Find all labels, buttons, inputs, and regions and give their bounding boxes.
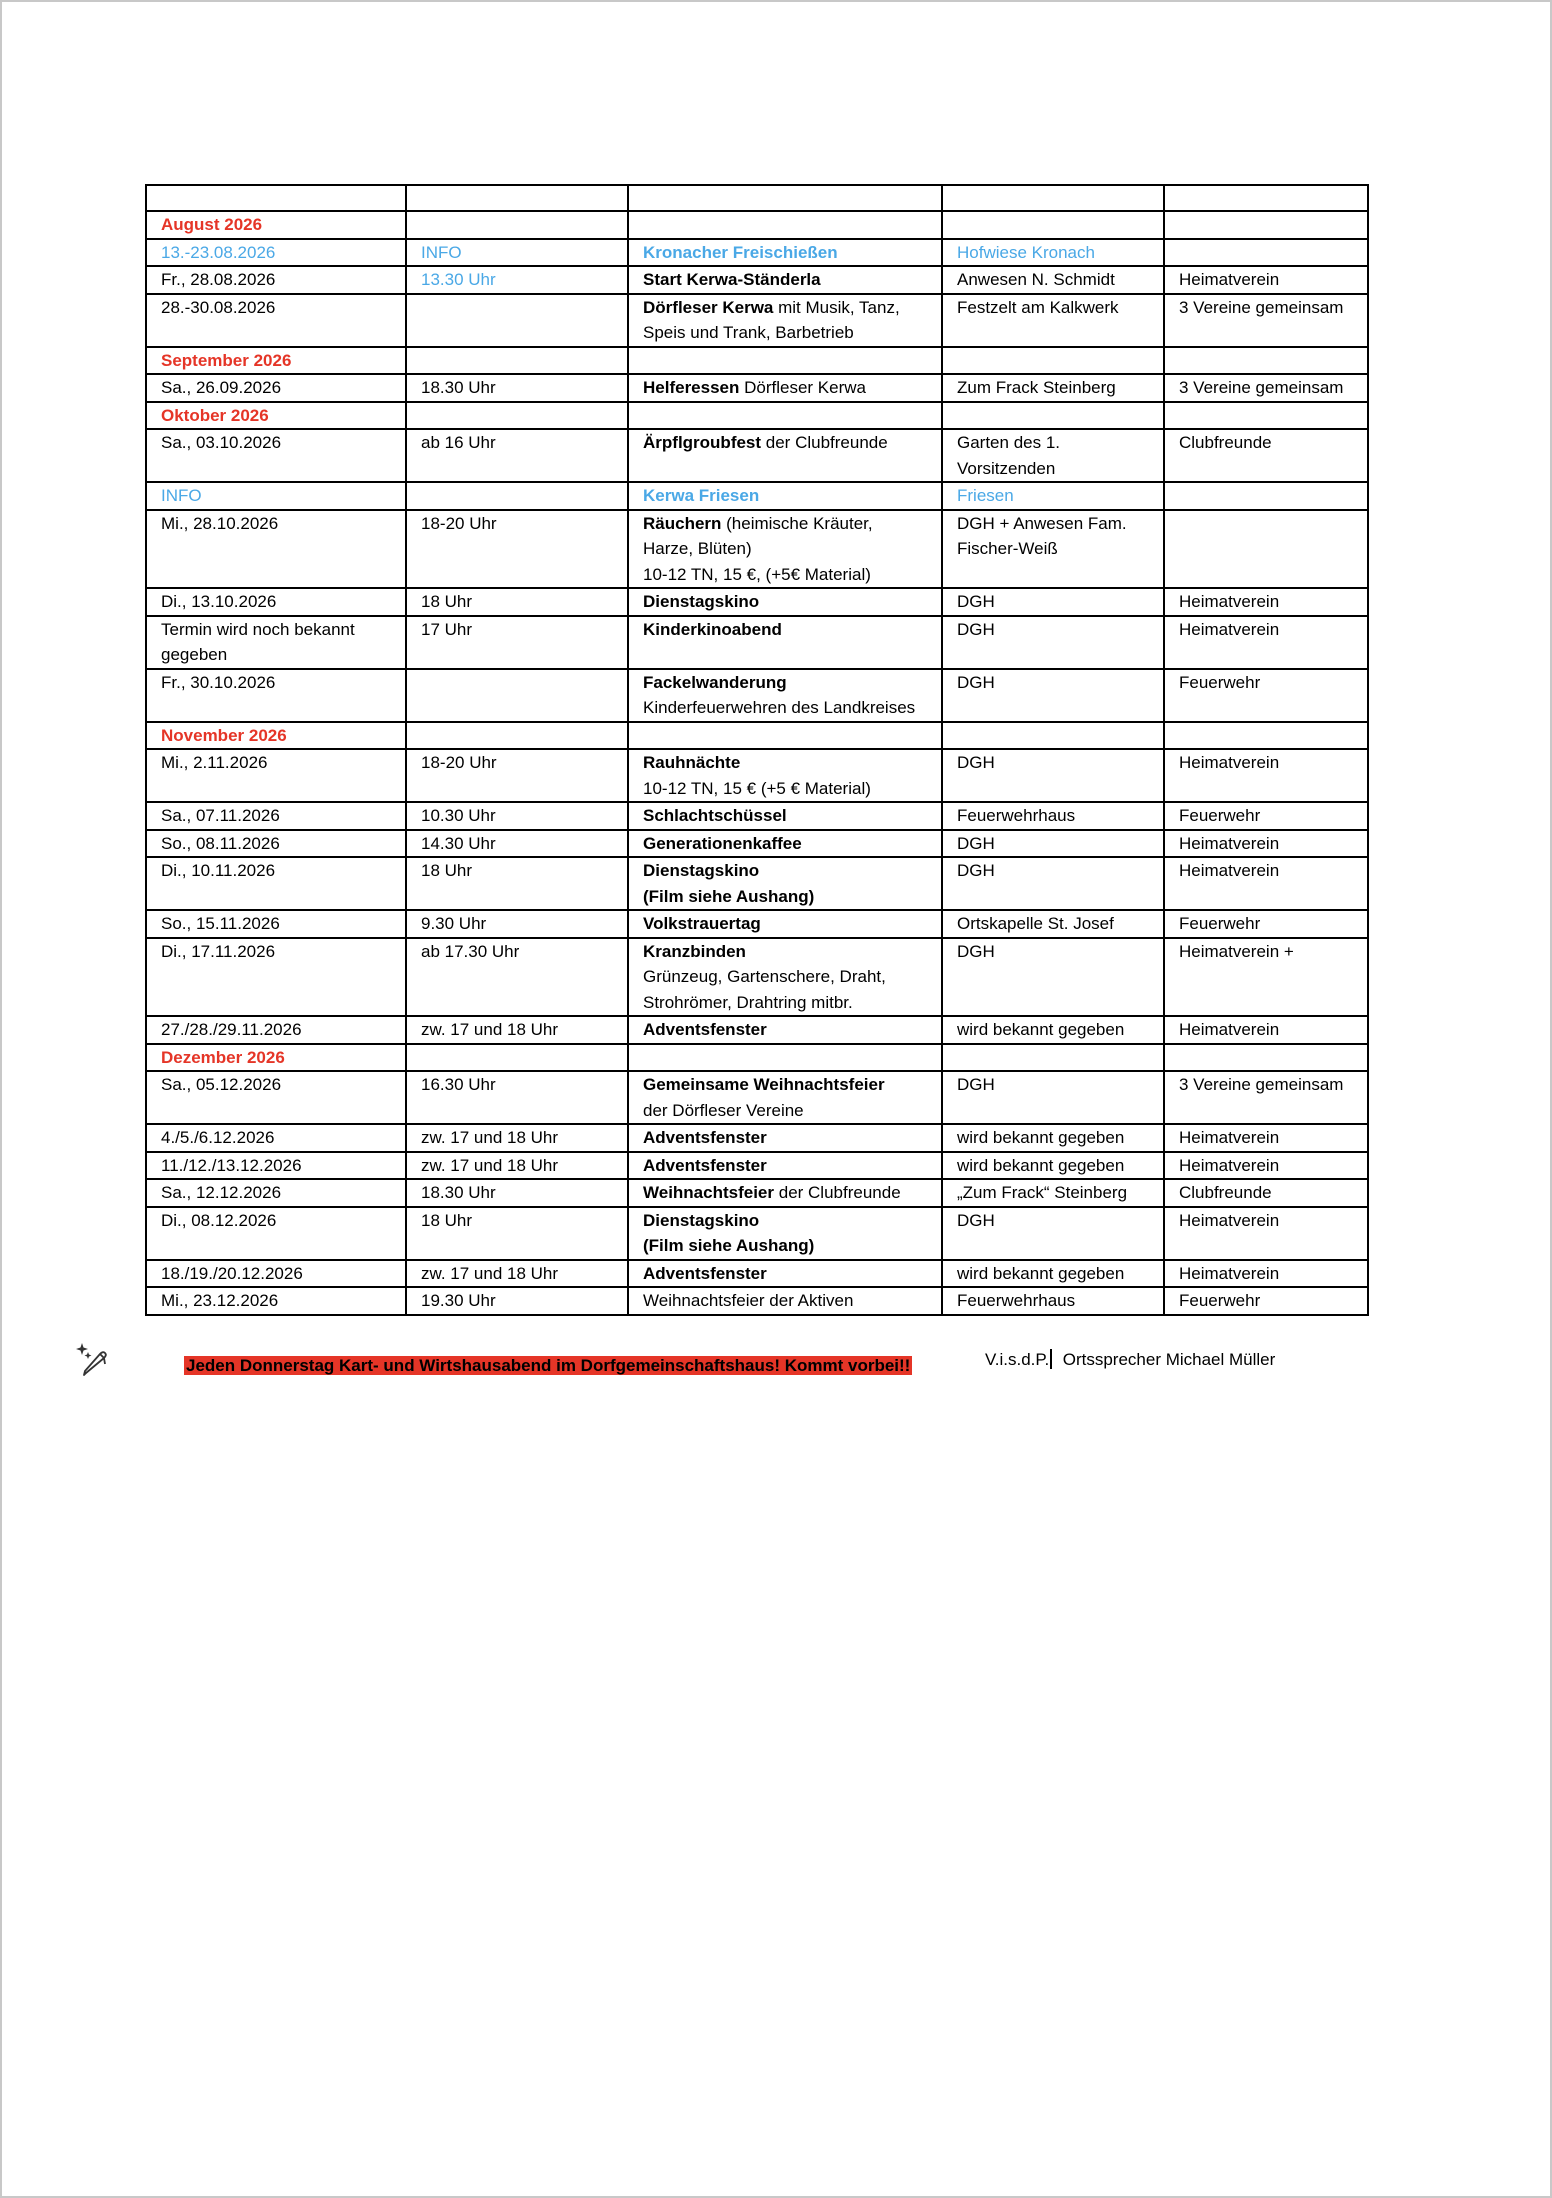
event-row bbox=[146, 669, 1368, 722]
event-row bbox=[146, 588, 1368, 616]
event-cell bbox=[628, 857, 942, 910]
time-cell: 18.30 Uhr bbox=[406, 374, 628, 402]
time-cell: zw. 17 und 18 Uhr bbox=[406, 1260, 628, 1288]
header-cell bbox=[942, 185, 1164, 211]
date-cell: Di., 10.11.2026 bbox=[146, 857, 406, 910]
event-title: Räuchern bbox=[643, 513, 722, 533]
organizer-cell: Clubfreunde bbox=[1164, 429, 1368, 482]
event-cell bbox=[628, 669, 942, 722]
event-row bbox=[146, 1179, 1368, 1207]
organizer-cell: Heimatverein bbox=[1164, 266, 1368, 294]
event-row bbox=[146, 802, 1368, 830]
time-cell: 10.30 Uhr bbox=[406, 802, 628, 830]
event-title: Rauhnächte bbox=[643, 753, 741, 772]
empty-cell bbox=[628, 347, 942, 375]
event-title: Fackelwanderung bbox=[643, 672, 787, 692]
organizer-cell: Heimatverein bbox=[1164, 749, 1368, 802]
event-row bbox=[146, 374, 1368, 402]
month-header-row bbox=[146, 1044, 1368, 1072]
event-row bbox=[146, 266, 1368, 294]
event-cell bbox=[628, 294, 942, 347]
empty-cell bbox=[942, 211, 1164, 239]
info-row bbox=[146, 482, 1368, 510]
event-row bbox=[146, 1071, 1368, 1124]
time-cell: ab 16 Uhr bbox=[406, 429, 628, 482]
event-details: 10-12 TN, 15 €, (+5€ Material) bbox=[643, 564, 871, 584]
event-details: 10-12 TN, 15 € (+5 € Material) bbox=[643, 778, 871, 798]
empty-cell bbox=[942, 722, 1164, 750]
time-cell: 18-20 Uhr bbox=[406, 749, 628, 802]
event-title: Kerwa Friesen bbox=[643, 486, 760, 505]
location-cell: Festzelt am Kalkwerk bbox=[942, 294, 1164, 347]
date-cell: INFO bbox=[146, 482, 406, 510]
event-subtitle: (Film siehe Aushang) bbox=[643, 1236, 815, 1255]
event-row bbox=[146, 830, 1368, 858]
event-details: Kinderfeuerwehren des Landkreises bbox=[643, 698, 916, 717]
header-cell bbox=[628, 185, 942, 211]
month-label-cell: September 2026 bbox=[146, 347, 406, 375]
location-cell: wird bekannt gegeben bbox=[942, 1016, 1164, 1044]
date-cell: So., 08.11.2026 bbox=[146, 830, 406, 858]
location-cell: Garten des 1. Vorsitzenden bbox=[942, 429, 1164, 482]
date-cell: Fr., 30.10.2026 bbox=[146, 669, 406, 722]
location-cell: DGH bbox=[942, 938, 1164, 1017]
event-row bbox=[146, 510, 1368, 589]
date-cell: 18./19./20.12.2026 bbox=[146, 1260, 406, 1288]
event-cell bbox=[628, 802, 942, 830]
date-cell: Di., 13.10.2026 bbox=[146, 588, 406, 616]
date-cell: 28.-30.08.2026 bbox=[146, 294, 406, 347]
header-cell bbox=[406, 185, 628, 211]
event-title: Adventsfenster bbox=[643, 1020, 767, 1039]
time-cell bbox=[406, 294, 628, 347]
location-cell: DGH bbox=[942, 1071, 1164, 1124]
organizer-cell: Feuerwehr bbox=[1164, 910, 1368, 938]
event-details: Grünzeug, Gartenschere, Draht, Strohrömer, Drahtring mitbr. bbox=[643, 967, 886, 1012]
weekly-event-banner: Jeden Donnerstag Kart- und Wirtshausabend im Dorfgemeinschaftshaus! Kommt vorbei!! bbox=[186, 1356, 911, 1375]
location-cell: wird bekannt gegeben bbox=[942, 1152, 1164, 1180]
time-cell: 13.30 Uhr bbox=[406, 266, 628, 294]
empty-cell bbox=[406, 402, 628, 430]
event-title: Schlachtschüssel bbox=[643, 806, 787, 825]
event-title: Adventsfenster bbox=[643, 1263, 767, 1283]
empty-cell bbox=[406, 347, 628, 375]
event-description: der Clubfreunde bbox=[761, 433, 888, 452]
event-cell bbox=[628, 616, 942, 669]
event-row bbox=[146, 429, 1368, 482]
organizer-cell: Heimatverein bbox=[1164, 588, 1368, 616]
date-cell: 13.-23.08.2026 bbox=[146, 239, 406, 267]
location-cell: Hofwiese Kronach bbox=[942, 239, 1164, 267]
location-cell: DGH bbox=[942, 830, 1164, 858]
event-cell bbox=[628, 239, 942, 267]
event-cell bbox=[628, 749, 942, 802]
month-label-cell: August 2026 bbox=[146, 211, 406, 239]
organizer-cell: Heimatverein bbox=[1164, 1260, 1368, 1288]
time-cell: 17 Uhr bbox=[406, 616, 628, 669]
event-description: mit Musik, Tanz, Speis und Trank, Barbetrieb bbox=[643, 297, 900, 342]
time-cell: 19.30 Uhr bbox=[406, 1287, 628, 1315]
location-cell: DGH bbox=[942, 749, 1164, 802]
time-cell: INFO bbox=[406, 239, 628, 267]
event-cell bbox=[628, 1179, 942, 1207]
header-cell bbox=[1164, 185, 1368, 211]
empty-cell bbox=[628, 211, 942, 239]
event-row bbox=[146, 1152, 1368, 1180]
responsible-signature bbox=[985, 1349, 1275, 1371]
time-cell: 18-20 Uhr bbox=[406, 510, 628, 589]
organizer-cell: Heimatverein bbox=[1164, 1207, 1368, 1260]
event-cell bbox=[628, 429, 942, 482]
empty-cell bbox=[628, 722, 942, 750]
location-cell: wird bekannt gegeben bbox=[942, 1124, 1164, 1152]
time-cell: 14.30 Uhr bbox=[406, 830, 628, 858]
month-header-row bbox=[146, 402, 1368, 430]
time-cell: 16.30 Uhr bbox=[406, 1071, 628, 1124]
event-cell bbox=[628, 588, 942, 616]
info-row bbox=[146, 239, 1368, 267]
month-label-cell: Dezember 2026 bbox=[146, 1044, 406, 1072]
event-description: der Clubfreunde bbox=[774, 1183, 901, 1202]
location-cell: DGH bbox=[942, 588, 1164, 616]
event-row bbox=[146, 616, 1368, 669]
empty-cell bbox=[406, 211, 628, 239]
event-title: Gemeinsame Weihnachtsfeier bbox=[643, 1075, 885, 1094]
location-cell: Anwesen N. Schmidt bbox=[942, 266, 1164, 294]
event-row bbox=[146, 938, 1368, 1017]
event-cell bbox=[628, 910, 942, 938]
location-cell: Zum Frack Steinberg bbox=[942, 374, 1164, 402]
event-subtitle: (Film siehe Aushang) bbox=[643, 886, 815, 906]
location-cell: DGH + Anwesen Fam. Fischer-Weiß bbox=[942, 510, 1164, 589]
organizer-cell: Feuerwehr bbox=[1164, 1287, 1368, 1315]
event-cell bbox=[628, 830, 942, 858]
visdp-label: V.i.s.d.P. bbox=[985, 1350, 1050, 1369]
month-header-row bbox=[146, 211, 1368, 239]
location-cell: Feuerwehrhaus bbox=[942, 1287, 1164, 1315]
empty-cell bbox=[628, 1044, 942, 1072]
event-row bbox=[146, 1287, 1368, 1315]
event-details: der Dörfleser Vereine bbox=[643, 1100, 804, 1120]
location-cell: DGH bbox=[942, 1207, 1164, 1260]
location-cell: Feuerwehrhaus bbox=[942, 802, 1164, 830]
event-cell bbox=[628, 374, 942, 402]
event-cell bbox=[628, 938, 942, 1017]
time-cell: 18 Uhr bbox=[406, 857, 628, 910]
time-cell bbox=[406, 669, 628, 722]
date-cell: Sa., 05.12.2026 bbox=[146, 1071, 406, 1124]
organizer-cell: Heimatverein + bbox=[1164, 938, 1368, 1017]
organizer-cell: Feuerwehr bbox=[1164, 802, 1368, 830]
event-title: Start Kerwa-Ständerla bbox=[643, 270, 821, 289]
date-cell: Sa., 07.11.2026 bbox=[146, 802, 406, 830]
location-cell: Friesen bbox=[942, 482, 1164, 510]
location-cell: wird bekannt gegeben bbox=[942, 1260, 1164, 1288]
event-row bbox=[146, 1260, 1368, 1288]
date-cell: Sa., 12.12.2026 bbox=[146, 1179, 406, 1207]
event-title: Dienstagskino bbox=[643, 861, 760, 880]
event-row bbox=[146, 1207, 1368, 1260]
date-cell: Di., 08.12.2026 bbox=[146, 1207, 406, 1260]
date-cell: Di., 17.11.2026 bbox=[146, 938, 406, 1017]
organizer-cell: Heimatverein bbox=[1164, 830, 1368, 858]
event-description: Weihnachtsfeier der Aktiven bbox=[643, 1291, 854, 1310]
date-cell: Mi., 28.10.2026 bbox=[146, 510, 406, 589]
event-title: Weihnachtsfeier bbox=[643, 1183, 775, 1202]
event-title: Adventsfenster bbox=[643, 1128, 767, 1147]
event-title: Dörfleser Kerwa bbox=[643, 297, 774, 317]
empty-cell bbox=[406, 1044, 628, 1072]
empty-cell bbox=[1164, 211, 1368, 239]
event-cell bbox=[628, 1071, 942, 1124]
header-row bbox=[146, 185, 1368, 211]
time-cell bbox=[406, 482, 628, 510]
empty-cell bbox=[628, 402, 942, 430]
time-cell: 18.30 Uhr bbox=[406, 1179, 628, 1207]
event-cell bbox=[628, 1152, 942, 1180]
event-schedule-table bbox=[145, 184, 1369, 1316]
event-row bbox=[146, 910, 1368, 938]
event-cell bbox=[628, 1287, 942, 1315]
event-title: Kronacher Freischießen bbox=[643, 242, 838, 262]
time-cell: ab 17.30 Uhr bbox=[406, 938, 628, 1017]
event-cell bbox=[628, 482, 942, 510]
date-cell: 4./5./6.12.2026 bbox=[146, 1124, 406, 1152]
organizer-cell bbox=[1164, 239, 1368, 267]
time-cell: zw. 17 und 18 Uhr bbox=[406, 1016, 628, 1044]
location-cell: Ortskapelle St. Josef bbox=[942, 910, 1164, 938]
event-cell bbox=[628, 510, 942, 589]
empty-cell bbox=[406, 722, 628, 750]
month-label-cell: November 2026 bbox=[146, 722, 406, 750]
event-row bbox=[146, 749, 1368, 802]
date-cell: Mi., 23.12.2026 bbox=[146, 1287, 406, 1315]
empty-cell bbox=[942, 347, 1164, 375]
location-cell: DGH bbox=[942, 616, 1164, 669]
text-cursor bbox=[1050, 1349, 1052, 1369]
location-cell: DGH bbox=[942, 857, 1164, 910]
event-title: Volkstrauertag bbox=[643, 914, 761, 933]
event-cell bbox=[628, 1207, 942, 1260]
event-title: Dienstagskino bbox=[643, 1210, 760, 1230]
event-description: (heimische Kräuter, Harze, Blüten) bbox=[643, 513, 873, 558]
event-title: Kinderkinoabend bbox=[643, 619, 782, 639]
event-row bbox=[146, 857, 1368, 910]
event-title: Generationenkaffee bbox=[643, 833, 802, 853]
signature-name: Ortssprecher Michael Müller bbox=[1062, 1350, 1276, 1369]
empty-cell bbox=[1164, 347, 1368, 375]
event-title: Helferessen bbox=[643, 378, 740, 397]
event-cell bbox=[628, 1124, 942, 1152]
event-cell bbox=[628, 266, 942, 294]
date-cell: Termin wird noch bekannt gegeben bbox=[146, 616, 406, 669]
organizer-cell bbox=[1164, 510, 1368, 589]
organizer-cell bbox=[1164, 482, 1368, 510]
organizer-cell: Heimatverein bbox=[1164, 616, 1368, 669]
sparkle-pen-icon[interactable] bbox=[74, 1340, 112, 1378]
event-row bbox=[146, 294, 1368, 347]
event-title: Ärpflgroubfest bbox=[643, 433, 762, 452]
empty-cell bbox=[1164, 1044, 1368, 1072]
header-cell bbox=[146, 185, 406, 211]
date-cell: Sa., 03.10.2026 bbox=[146, 429, 406, 482]
month-header-row bbox=[146, 347, 1368, 375]
event-description: Dörfleser Kerwa bbox=[739, 378, 866, 397]
organizer-cell: Feuerwehr bbox=[1164, 669, 1368, 722]
organizer-cell: Heimatverein bbox=[1164, 1124, 1368, 1152]
organizer-cell: Heimatverein bbox=[1164, 857, 1368, 910]
organizer-cell: 3 Vereine gemeinsam bbox=[1164, 374, 1368, 402]
empty-cell bbox=[942, 402, 1164, 430]
date-cell: 27./28./29.11.2026 bbox=[146, 1016, 406, 1044]
event-title: Kranzbinden bbox=[643, 941, 746, 961]
month-label-cell: Oktober 2026 bbox=[146, 402, 406, 430]
date-cell: Sa., 26.09.2026 bbox=[146, 374, 406, 402]
date-cell: 11./12./13.12.2026 bbox=[146, 1152, 406, 1180]
time-cell: zw. 17 und 18 Uhr bbox=[406, 1152, 628, 1180]
organizer-cell: Heimatverein bbox=[1164, 1152, 1368, 1180]
month-header-row bbox=[146, 722, 1368, 750]
event-title: Dienstagskino bbox=[643, 592, 760, 611]
event-cell bbox=[628, 1260, 942, 1288]
empty-cell bbox=[1164, 402, 1368, 430]
time-cell: 9.30 Uhr bbox=[406, 910, 628, 938]
time-cell: 18 Uhr bbox=[406, 588, 628, 616]
time-cell: zw. 17 und 18 Uhr bbox=[406, 1124, 628, 1152]
location-cell: DGH bbox=[942, 669, 1164, 722]
organizer-cell: Clubfreunde bbox=[1164, 1179, 1368, 1207]
organizer-cell: 3 Vereine gemeinsam bbox=[1164, 294, 1368, 347]
date-cell: So., 15.11.2026 bbox=[146, 910, 406, 938]
event-cell bbox=[628, 1016, 942, 1044]
event-row bbox=[146, 1016, 1368, 1044]
date-cell: Mi., 2.11.2026 bbox=[146, 749, 406, 802]
event-row bbox=[146, 1124, 1368, 1152]
date-cell: Fr., 28.08.2026 bbox=[146, 266, 406, 294]
empty-cell bbox=[942, 1044, 1164, 1072]
location-cell: „Zum Frack“ Steinberg bbox=[942, 1179, 1164, 1207]
empty-cell bbox=[1164, 722, 1368, 750]
organizer-cell: Heimatverein bbox=[1164, 1016, 1368, 1044]
event-title: Adventsfenster bbox=[643, 1155, 767, 1175]
organizer-cell: 3 Vereine gemeinsam bbox=[1164, 1071, 1368, 1124]
time-cell: 18 Uhr bbox=[406, 1207, 628, 1260]
